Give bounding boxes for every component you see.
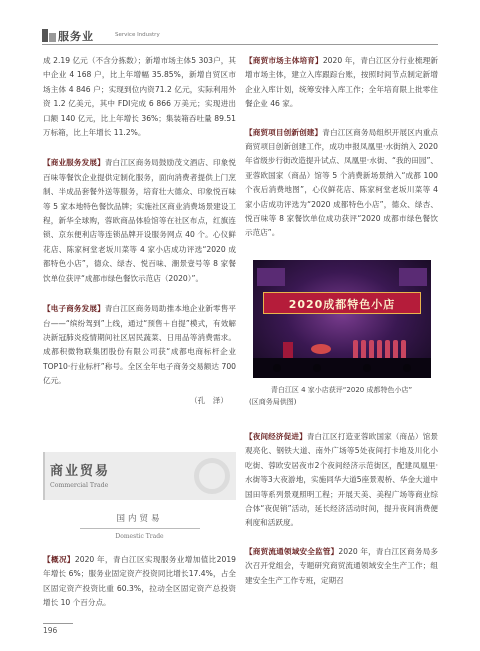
- paragraph-stats: 成 2.19 亿元（不含分拣数）；新增市场主体5 303户，其中企业 4 168 户，比上年增幅 35.85%，新增自贸区市场主体 4 846 户；实现到位内资71.2 亿元，实际利用外资 1.2 亿美元，其中 FDI完成 6 866 万美元；实现进出口额 140 亿元，比上年增长 36%；集装箱吞吐量 89.51 万标箱，比上年增长 11.2%。: [43, 56, 236, 138]
- caption-credit: (区商务局供图): [249, 398, 297, 406]
- person-figure: [401, 340, 406, 358]
- running-header: [42, 27, 438, 45]
- header-title: 服务业: [58, 30, 94, 43]
- audience-head: [363, 364, 371, 372]
- person-figure: [353, 340, 358, 358]
- section-logo-icon: [42, 29, 56, 42]
- person-figure: [369, 340, 374, 358]
- category-subtitle: Commercial Trade: [50, 482, 109, 489]
- paragraph-night-economy: [245, 430, 438, 531]
- paragraph-body: 青白江区商务局助推本地企业新零售平台——“缤纷驾到”上线，通过“预售＋自提”模式，有效解决新冠肺炎疫情期间社区居民蔬菜、日用品等消费需求。成都积微物联集团股份有限公司获“成都电商标杆企业 TOP10·行业标杆”称号。全区全年电子商务交易额达 700 亿元。: [43, 304, 237, 386]
- right-column: [245, 54, 438, 241]
- section-tag: 【商贸流通领域安全监管】: [245, 546, 339, 556]
- event-photo: [253, 260, 431, 378]
- category-title: 商业贸易: [50, 464, 111, 479]
- section-tag: 【夜间经济促进】: [245, 432, 307, 441]
- category-banner: [43, 452, 236, 500]
- left-column: [43, 54, 236, 406]
- section-tag: 【概况】: [43, 555, 75, 564]
- audience-head: [313, 364, 321, 372]
- person-figure: [385, 340, 390, 358]
- header-rule: [42, 44, 438, 45]
- caption-line: 青白江区 4 家小店获评“2020 成都特色小店”: [270, 386, 413, 394]
- person-figure: [361, 340, 366, 358]
- audience-head: [403, 364, 411, 372]
- section-tag: 【电子商务发展】: [43, 304, 105, 314]
- header-subtitle: Service Industry: [115, 32, 160, 38]
- paragraph-ecommerce: [43, 302, 236, 388]
- audience-head: [273, 364, 281, 372]
- paragraph-body: 2020 年，青白江区分行业梳理新增市场主体，建立入库跟踪台账，按照时间节点制定新增企业入库计划，统筹安排入库工作；全年培育限上批零住餐企业 46 家。: [245, 56, 438, 109]
- paragraph-market-entities: [245, 54, 438, 112]
- photo-caption: [245, 384, 438, 408]
- person-figure: [393, 340, 398, 358]
- subsection-title: 国内贸易: [116, 514, 163, 524]
- footer-rule: [43, 623, 73, 624]
- section-tag: 【商贸项目创新创建】: [245, 127, 323, 137]
- paragraph-overview: [43, 553, 236, 611]
- stage-screen-right: [399, 268, 427, 286]
- paragraph-body: 青白江区打造亚蓉欧国家（商品）馆景观亮化、钢铁大道、南外广场等5处夜间打卡地及川化小吃街、蓉欧安居夜市2个夜间经济示范街区，配建凤凰里·水街等3大夜游地，实施同华大道5座景观桥、华金大道中国田等系列景观照明工程；开展天美、美程广场等商业综合体“夜促销”活动，延长经济活动时间，提升夜间消费便利度和活跃度。: [245, 432, 439, 528]
- stage-banner-text: 2020成都特色小店: [288, 298, 396, 311]
- section-tag: 【商业服务发展】: [43, 158, 105, 168]
- overview-section: [43, 553, 236, 611]
- person-figure: [377, 340, 382, 358]
- paragraph-body: 2020 年，青白江区商务局多次召开党组会，专题研究商贸流通领域安全生产工作；组建安全生产工作专班，定期召: [245, 546, 439, 585]
- page-number: 196: [43, 626, 58, 635]
- subsection-heading: [43, 512, 236, 540]
- paragraph-body: 青白江区商务局鼓励茂文酒店、印象悦百味等餐饮企业提供定制化服务，面向消费者提供上门烹制、半成品套餐外送等服务，培育壮大德众、印象悦百味等 5 家本地特色餐饮品牌；实施社区商业消费场景建设工程，新华全球购，蓉欧商品体验馆等在社区布点，红旗连锁、京东便利店等连锁品牌开设服务网点 40 个。心仪鲜花店、陈家柯堂老坂川菜等 4 家小店成功评选“2020 成都特色小店”，德众、绿杏、悦百味、潮景壹号等 8 家餐饮单位获评“成都市绿色餐饮示范店（2020）”。: [43, 158, 237, 283]
- decorative-circle-icon: [194, 458, 230, 494]
- section-tag: 【商贸市场主体培育】: [245, 56, 323, 65]
- paragraph-body: 2020 年，青白江区实现服务业增加值比2019 年增长 6%；服务业固定资产投资同比增长17.4%，占全区固定资产投资比重 60.3%，拉动全区固定资产总投资增长 10 个百分点。: [43, 555, 236, 608]
- right-bottom-section: [245, 430, 438, 588]
- paragraph-body: 青白江区商务局组织开展区内重点商贸项目创新创建工作，成功申报凤凰里·水街纳入 2020 年省级步行街改造提升试点、凤凰里·水街、“我的田园”、亚蓉欧国家（商品）馆等 5 个消费新场景纳入“成都 100 个夜后消费地图”，心仪鲜花店、陈家柯堂老坂川菜等 4 家小店成功评选为“2020 成都特色小店”，德众、绿杏、悦百味等 8 家餐饮单位成功获评“2020 成都市绿色餐饮示范店”。: [245, 127, 439, 238]
- subsection-rule: [80, 528, 200, 529]
- paragraph-project-innovation: [245, 126, 438, 241]
- stage-screen-left: [257, 268, 285, 286]
- flower-arrangement: [311, 344, 331, 354]
- podium: [283, 342, 293, 358]
- subsection-subtitle: Domestic Trade: [115, 533, 164, 540]
- paragraph-commerce-services: [43, 156, 236, 286]
- author-signature: （孔 泽）: [190, 395, 228, 405]
- paragraph-safety-supervision: [245, 545, 438, 588]
